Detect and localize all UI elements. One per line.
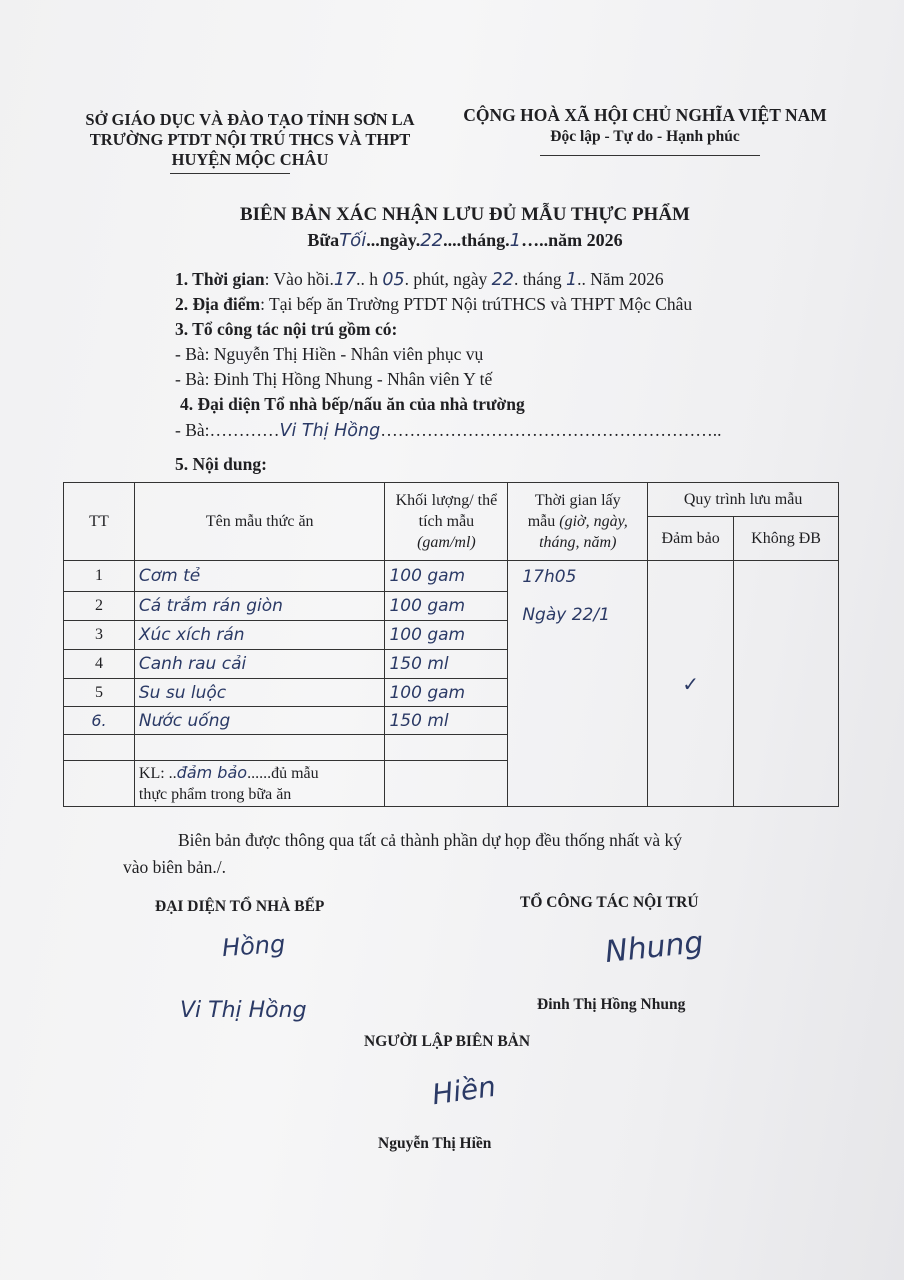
hour-handwritten: 17 — [333, 270, 357, 290]
document-subtitle — [120, 230, 810, 251]
closing-line1: Biên bản được thông qua tất cả thành phần dự họp đều thống nhất và ký — [178, 830, 683, 850]
row-tt: 3 — [64, 621, 135, 650]
ok-cell — [648, 561, 734, 807]
row-tt: 5 — [64, 679, 135, 707]
boarding-signed-name: Đinh Thị Hồng Nhung — [537, 996, 686, 1013]
section-time — [175, 268, 664, 292]
row-weight: 100 gam — [385, 561, 508, 592]
conclusion-handwritten: đảm bảo — [176, 763, 248, 782]
empty-cell — [385, 761, 508, 807]
date-day-handwritten: 22 — [491, 270, 514, 290]
row-weight: 150 ml — [385, 650, 508, 679]
recorder-signed-name: Nguyễn Thị Hiền — [378, 1135, 492, 1152]
country-name: CỘNG HOÀ XÃ HỘI CHỦ NGHĨA VIỆT NAM — [463, 105, 827, 125]
section-location — [175, 293, 692, 316]
row-tt: 4 — [64, 650, 135, 679]
row-food-name: Canh rau cải — [134, 650, 385, 679]
date-month-handwritten: 1 — [565, 270, 578, 290]
section-location-label: 2. Địa điểm — [175, 294, 261, 314]
conclusion-suffix: ......đủ mẫu — [247, 765, 319, 782]
day-handwritten: 22 — [420, 230, 444, 251]
kitchen-rep-dots: ………………………………………………….. — [380, 420, 722, 440]
header-ok: Đảm bảo — [648, 517, 734, 561]
national-motto: Độc lập - Tự do - Hạnh phúc — [550, 128, 740, 145]
content-label: 5. Nội dung: — [175, 454, 267, 474]
boarding-signature: Nhung — [603, 924, 706, 971]
team-label: 3. Tổ công tác nội trú gồm có: — [175, 319, 398, 339]
kitchen-sign-title: ĐẠI DIỆN TỔ NHÀ BẾP — [155, 898, 325, 915]
empty-cell — [64, 761, 135, 807]
meal-handwritten: Tối — [339, 230, 367, 251]
national-header — [450, 104, 840, 148]
school-name-line2: HUYỆN MỘC CHÂU — [171, 150, 329, 169]
row-tt: 6. — [64, 707, 135, 735]
month-handwritten: 1 — [509, 230, 522, 251]
header-not-ok: Không ĐB — [734, 517, 839, 561]
time-text-e: .. Năm 2026 — [577, 269, 664, 289]
header-time-line3: tháng, năm) — [539, 534, 617, 551]
conclusion-line2: thực phẩm trong bữa ăn — [138, 786, 292, 803]
team-member-1: - Bà: Nguyễn Thị Hiền - Nhân viên phục vụ — [175, 344, 484, 364]
row-weight: 150 ml — [385, 707, 508, 735]
sample-time-handwritten: 17h05 — [522, 567, 577, 587]
table-row — [64, 561, 839, 592]
row-food-name: Cá trắm rán giòn — [134, 592, 385, 621]
section-kitchen-rep-label — [180, 393, 525, 416]
row-food-name: Xúc xích rán — [134, 621, 385, 650]
motto-underline — [540, 155, 760, 156]
not-ok-cell — [734, 561, 839, 807]
meal-prefix: Bữa — [307, 230, 340, 250]
row-weight: 100 gam — [385, 621, 508, 650]
document-title: BIÊN BẢN XÁC NHẬN LƯU ĐỦ MẪU THỰC PHẨM — [239, 204, 690, 225]
sample-date-handwritten: Ngày 22/1 — [522, 605, 610, 625]
header-time-line1: Thời gian lấy — [534, 492, 621, 509]
month-prefix: ....tháng. — [443, 230, 510, 250]
conclusion-prefix: KL: .. — [138, 765, 177, 782]
header-tt: TT — [64, 483, 135, 561]
issuer-underline — [170, 173, 290, 174]
empty-cell — [385, 735, 508, 761]
ok-check-mark: ✓ — [682, 671, 700, 696]
row-food-name: Nước uống — [134, 707, 385, 735]
day-prefix: ...ngày. — [366, 230, 421, 250]
department-name: SỞ GIÁO DỤC VÀ ĐÀO TẠO TỈNH SƠN LA — [85, 110, 415, 129]
header-weight-unit: (gam/ml) — [417, 534, 476, 551]
location-text: : Tại bếp ăn Trường PTDT Nội trúTHCS và THPT Mộc Châu — [260, 294, 693, 314]
food-sample-table — [63, 482, 839, 807]
time-text-d: . tháng — [513, 269, 562, 289]
issuer-header — [70, 110, 430, 170]
time-text-a: : Vào hồi. — [264, 269, 334, 289]
time-text-c: . phút, ngày — [404, 269, 488, 289]
header-food-name: Tên mẫu thức ăn — [134, 483, 385, 561]
recorder-sign-title: NGƯỜI LẬP BIÊN BẢN — [364, 1033, 531, 1050]
kitchen-signature: Hồng — [221, 929, 287, 963]
header-time-line2a: mẫu — [527, 513, 560, 530]
closing-line2: vào biên bản./. — [123, 857, 227, 877]
kitchen-signed-name-handwritten: Vi Thị Hồng — [180, 998, 307, 1023]
header-process: Quy trình lưu mẫu — [648, 483, 839, 517]
kitchen-rep-label: 4. Đại diện Tổ nhà bếp/nấu ăn của nhà trường — [180, 394, 525, 414]
section-team-label — [175, 318, 397, 341]
row-weight: 100 gam — [385, 592, 508, 621]
row-food-name: Su su luộc — [134, 679, 385, 707]
kitchen-rep-name-handwritten: Vi Thị Hồng — [279, 421, 381, 441]
minute-handwritten: 05 — [382, 270, 405, 290]
time-text-b: .. h — [356, 269, 378, 289]
year-text: …..năm 2026 — [521, 230, 623, 250]
empty-cell — [64, 735, 135, 761]
row-tt: 2 — [64, 592, 135, 621]
header-weight-line1: Khối lượng/ thể — [395, 492, 498, 509]
row-weight: 100 gam — [385, 679, 508, 707]
conclusion-cell — [134, 761, 385, 807]
section-content-label — [175, 453, 267, 476]
empty-cell — [134, 735, 385, 761]
kitchen-rep-line — [175, 419, 721, 443]
row-food-name: Cơm tẻ — [134, 561, 385, 592]
sample-time-cell — [508, 561, 648, 807]
section-time-label: 1. Thời gian — [175, 269, 265, 289]
header-weight-line2: tích mẫu — [418, 513, 475, 530]
school-name-line1: TRƯỜNG PTDT NỘI TRÚ THCS VÀ THPT — [89, 130, 411, 149]
recorder-signature: Hiền — [430, 1069, 498, 1112]
header-time-line2b: (giờ, ngày, — [559, 513, 628, 530]
header-sample-time — [508, 483, 648, 561]
boarding-sign-title: TỔ CÔNG TÁC NỘI TRÚ — [520, 894, 699, 911]
row-tt: 1 — [64, 561, 135, 592]
team-member-2: - Bà: Đinh Thị Hồng Nhung - Nhân viên Y tế — [175, 369, 493, 389]
header-weight — [385, 483, 508, 561]
kitchen-rep-prefix: - Bà:………… — [175, 420, 280, 440]
